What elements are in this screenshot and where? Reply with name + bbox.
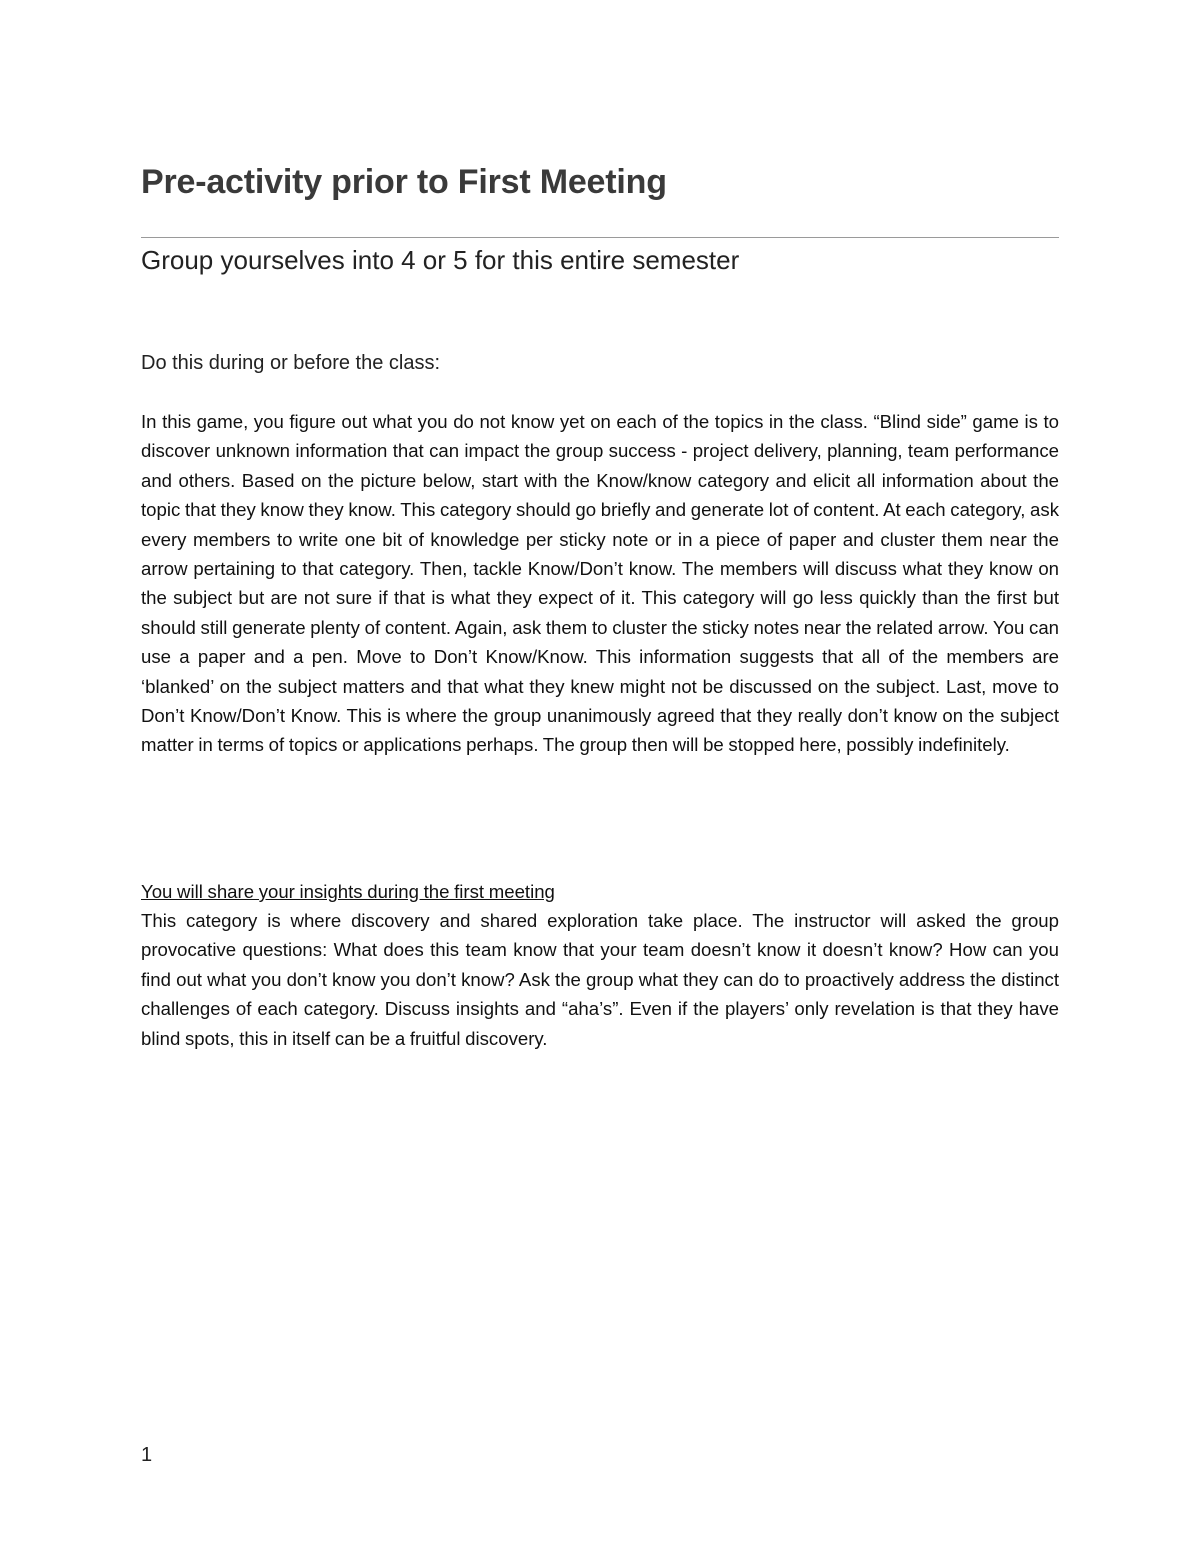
game-description-paragraph: In this game, you figure out what you do not know yet on each of the topics in the class. “Blind side” game is to discover unknown information that can impact the group success - project delivery, planning, team performance and others. Based on the picture below, start with the Know/know category and elicit all information about the topic that they know they know. This category should go briefly and generate lot of content. At each category, ask every members to write one bit of knowledge per sticky note or in a piece of paper and cluster them near the arrow pertaining to that category. Then, tackle Know/Don’t know. The members will discuss what they know on the subject but are not sure if that is what they expect of it. This category will go less quickly than the first but should still generate plenty of content. Again, ask them to cluster the sticky notes near the related arrow. You can use a paper and a pen. Move to Don’t Know/Know. This information suggests that all of the members are ‘blanked’ on the subject matters and that what they knew might not be discussed on the subject. Last, move to Don’t Know/Don’t Know. This is where the group unanimously agreed that they really don’t know on the subject matter in terms of topics or applications perhaps. The group then will be stopped here, possibly indefinitely. bbox=[141, 411, 1059, 756]
section-heading: You will share your insights during the first meeting bbox=[141, 881, 555, 902]
page-title: Pre-activity prior to First Meeting bbox=[141, 163, 667, 201]
instruction-lead: Do this during or before the class: bbox=[141, 352, 441, 374]
page-number: 1 bbox=[141, 1444, 153, 1466]
page-subtitle: Group yourselves into 4 or 5 for this entire semester bbox=[141, 245, 740, 275]
title-divider bbox=[141, 237, 1059, 238]
insights-paragraph: This category is where discovery and shared exploration take place. The instructor will asked the group provocative questions: What does this team know that your team doesn’t know it doesn’t know? How can you find out what you don’t know you don’t know? Ask the group what they can do to proactively address the distinct challenges of each category. Discuss insights and “aha’s”. Even if the players’ only revelation is that they have blind spots, this in itself can be a fruitful discovery. bbox=[141, 910, 1059, 1049]
